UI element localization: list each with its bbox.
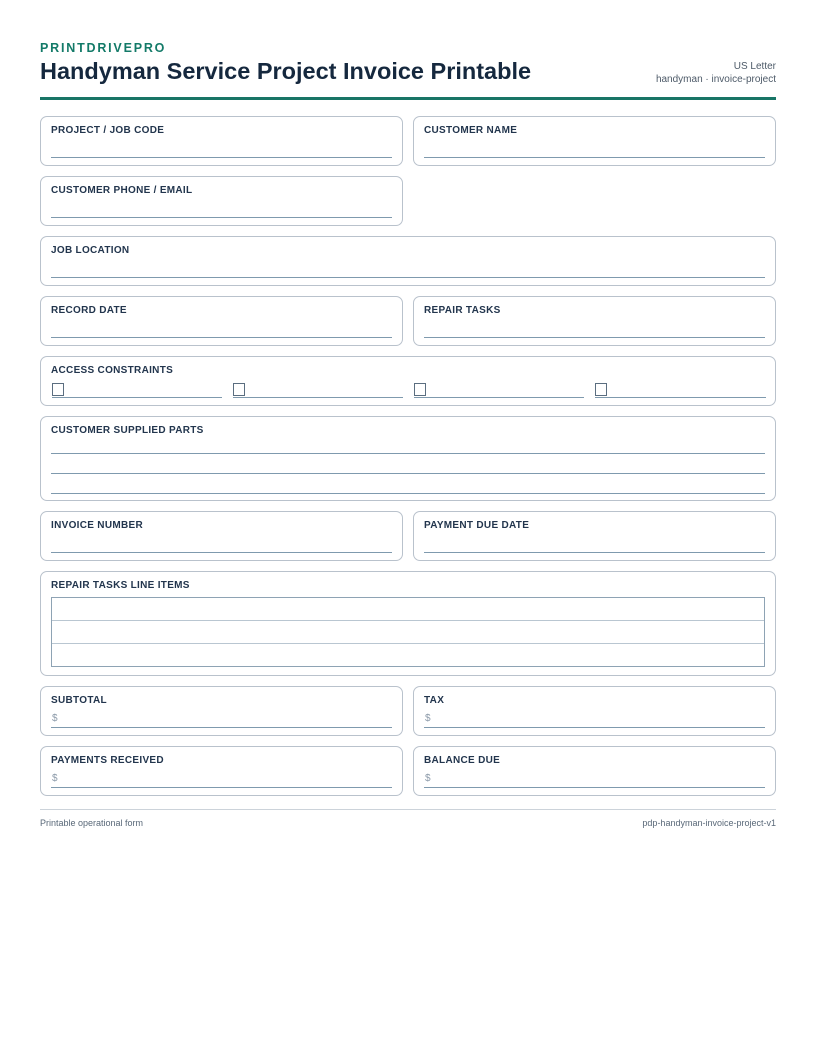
- write-line: [424, 157, 765, 158]
- balance-due-label: BALANCE DUE: [424, 755, 501, 766]
- form-identifier: pdp-handyman-invoice-project-v1: [642, 818, 776, 828]
- write-line: [51, 157, 392, 158]
- document-meta: [656, 60, 776, 86]
- job-location-label: JOB LOCATION: [51, 245, 130, 256]
- footer-rule: [40, 809, 776, 810]
- checkbox[interactable]: [414, 383, 426, 396]
- record-date-field[interactable]: [40, 296, 403, 346]
- write-line: [51, 552, 392, 553]
- document-tags: handyman · invoice-project: [655, 74, 776, 85]
- invoice-number-field[interactable]: [40, 511, 403, 561]
- access-constraint-option[interactable]: [52, 383, 222, 399]
- currency-symbol: $: [425, 713, 431, 724]
- invoice-number-label: INVOICE NUMBER: [51, 520, 143, 531]
- write-line: [424, 552, 765, 553]
- checkbox[interactable]: [52, 383, 64, 396]
- tax-label: TAX: [424, 695, 445, 706]
- write-line: [424, 727, 765, 728]
- write-line: [233, 397, 403, 398]
- payments-received-label: PAYMENTS RECEIVED: [51, 755, 164, 766]
- payments-received-field[interactable]: [40, 746, 403, 796]
- record-date-label: RECORD DATE: [51, 305, 127, 316]
- customer-name-label: CUSTOMER NAME: [424, 125, 518, 136]
- footer-description: Printable operational form: [40, 818, 144, 828]
- checkbox[interactable]: [595, 383, 607, 396]
- tax-field[interactable]: [413, 686, 776, 736]
- access-constraint-option[interactable]: [595, 383, 766, 399]
- customer-supplied-parts-field[interactable]: [40, 416, 776, 501]
- repair-tasks-field[interactable]: [413, 296, 776, 346]
- write-line: [51, 473, 765, 474]
- project-job-code-field[interactable]: [40, 116, 403, 166]
- access-constraint-option[interactable]: [414, 383, 584, 399]
- write-line: [424, 337, 765, 338]
- write-line: [51, 217, 392, 218]
- line-items-table[interactable]: [51, 597, 765, 667]
- write-line: [51, 277, 765, 278]
- repair-tasks-label: REPAIR TASKS: [424, 305, 501, 316]
- payment-due-date-label: PAYMENT DUE DATE: [424, 520, 530, 531]
- table-row[interactable]: [52, 598, 764, 621]
- payment-due-date-field[interactable]: [413, 511, 776, 561]
- job-location-field[interactable]: [40, 236, 776, 286]
- table-row[interactable]: [52, 644, 764, 667]
- currency-symbol: $: [52, 713, 58, 724]
- paper-size: US Letter: [733, 61, 776, 72]
- customer-phone-email-field[interactable]: [40, 176, 403, 226]
- access-constraints-field: [40, 356, 776, 406]
- write-line: [51, 727, 392, 728]
- checkbox[interactable]: [233, 383, 245, 396]
- write-line: [414, 397, 584, 398]
- write-line: [52, 397, 222, 398]
- customer-supplied-parts-label: CUSTOMER SUPPLIED PARTS: [51, 425, 204, 436]
- repair-tasks-line-items-label: REPAIR TASKS LINE ITEMS: [51, 580, 190, 591]
- customer-phone-email-label: CUSTOMER PHONE / EMAIL: [51, 185, 193, 196]
- write-line: [424, 787, 765, 788]
- repair-tasks-line-items-section: [40, 571, 776, 676]
- subtotal-label: SUBTOTAL: [51, 695, 107, 706]
- brand-name: PRINTDRIVEPRO: [40, 41, 167, 55]
- write-line: [51, 337, 392, 338]
- write-line: [51, 787, 392, 788]
- currency-symbol: $: [425, 773, 431, 784]
- currency-symbol: $: [52, 773, 58, 784]
- access-constraint-option[interactable]: [233, 383, 403, 399]
- customer-name-field[interactable]: [413, 116, 776, 166]
- write-line: [595, 397, 766, 398]
- write-line: [51, 493, 765, 494]
- page-title: Handyman Service Project Invoice Printable: [40, 58, 532, 84]
- header-rule: [40, 97, 776, 100]
- write-line: [51, 453, 765, 454]
- table-row[interactable]: [52, 621, 764, 644]
- access-constraints-label: ACCESS CONSTRAINTS: [51, 365, 174, 376]
- project-job-code-label: PROJECT / JOB CODE: [51, 125, 165, 136]
- balance-due-field[interactable]: [413, 746, 776, 796]
- subtotal-field[interactable]: [40, 686, 403, 736]
